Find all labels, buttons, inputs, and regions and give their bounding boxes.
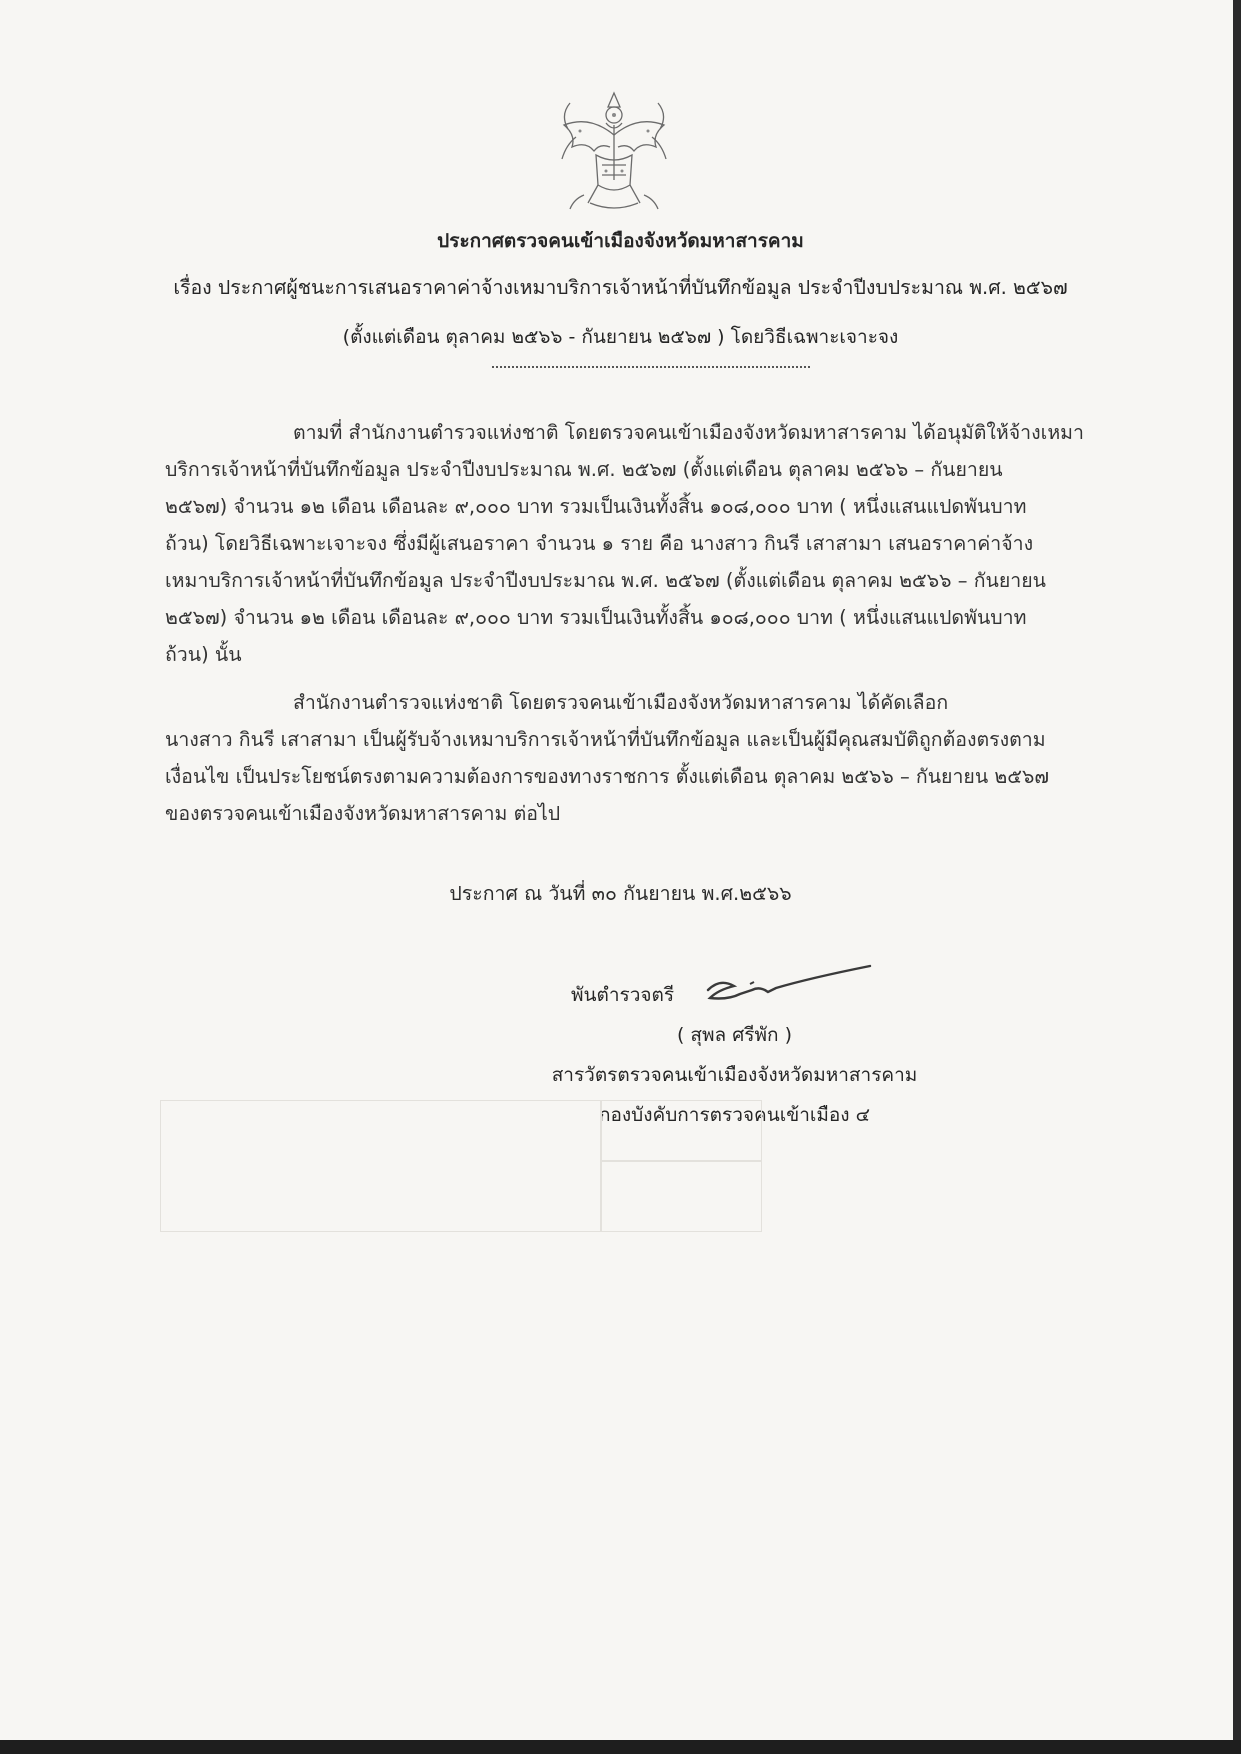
document-subject: เรื่อง ประกาศผู้ชนะการเสนอราคาค่าจ้างเหมาบริการเจ้าหน้าที่บันทึกข้อมูล ประจำปีงบประมาณ พ.ศ. ๒๕๖๗ [173, 276, 1068, 299]
paragraph-2-line: ของตรวจคนเข้าเมืองจังหวัดมหาสารคาม ต่อไป [165, 802, 561, 825]
garuda-emblem-icon [550, 85, 678, 217]
paragraph-1-line: เหมาบริการเจ้าหน้าที่บันทึกข้อมูล ประจำปีงบประมาณ พ.ศ. ๒๕๖๗ (ตั้งแต่เดือน ตุลาคม ๒๕๖๖ – กันยายน [165, 569, 1046, 592]
paragraph-2-line: นางสาว กินรี เสาสามา เป็นผู้รับจ้างเหมาบริการเจ้าหน้าที่บันทึกข้อมูล และเป็นผู้มีคุณสมบัติถูกต้องตรงตาม [165, 728, 1046, 751]
signatory-division: กองบังคับการตรวจคนเข้าเมือง ๔ [598, 1104, 870, 1126]
separator-dotted-line [492, 366, 810, 368]
paragraph-1-line: ถ้วน) นั้น [165, 643, 242, 666]
scan-edge-right [1233, 0, 1241, 1754]
paragraph-2-line: เงื่อนไข เป็นประโยชน์ตรงตามความต้องการของทางราชการ ตั้งแต่เดือน ตุลาคม ๒๕๖๖ – กันยายน ๒๕๖๗ [165, 765, 1050, 788]
scan-edge-bottom [0, 1740, 1241, 1754]
document-title: ประกาศตรวจคนเข้าเมืองจังหวัดมหาสารคาม [437, 230, 804, 252]
paragraph-1-line: บริการเจ้าหน้าที่บันทึกข้อมูล ประจำปีงบประมาณ พ.ศ. ๒๕๖๗ (ตั้งแต่เดือน ตุลาคม ๒๕๖๖ – กันยายน [165, 458, 1003, 481]
paragraph-1-line: ๒๕๖๗) จำนวน ๑๒ เดือน เดือนละ ๙,๐๐๐ บาท รวมเป็นเงินทั้งสิ้น ๑๐๘,๐๐๐ บาท ( หนึ่งแสนแปดพันบาท [165, 606, 1027, 629]
signatory-rank: พันตำรวจตรี [571, 984, 675, 1006]
document-subject-line2: (ตั้งแต่เดือน ตุลาคม ๒๕๖๖ - กันยายน ๒๕๖๗ ) โดยวิธีเฉพาะเจาะจง [342, 326, 899, 348]
signatory-name: ( สุพล ศรีพัก ) [676, 1024, 792, 1046]
show-through-box [600, 1100, 762, 1162]
paragraph-1-line: ตามที่ สำนักงานตำรวจแห่งชาติ โดยตรวจคนเข้าเมืองจังหวัดมหาสารคาม ได้อนุมัติให้จ้างเหมา [293, 421, 1084, 444]
signatory-position: สารวัตรตรวจคนเข้าเมืองจังหวัดมหาสารคาม [551, 1064, 918, 1086]
paragraph-1-line: ๒๕๖๗) จำนวน ๑๒ เดือน เดือนละ ๙,๐๐๐ บาท รวมเป็นเงินทั้งสิ้น ๑๐๘,๐๐๐ บาท ( หนึ่งแสนแปดพันบาท [165, 495, 1027, 518]
paragraph-2 [165, 684, 1115, 832]
announcement-date: ประกาศ ณ วันที่ ๓๐ กันยายน พ.ศ.๒๕๖๖ [449, 882, 792, 905]
paragraph-1-line: ถ้วน) โดยวิธีเฉพาะเจาะจง ซึ่งมีผู้เสนอราคา จำนวน ๑ ราย คือ นางสาว กินรี เสาสามา เสนอราคาค่าจ้าง [165, 532, 1034, 555]
paragraph-2-line: สำนักงานตำรวจแห่งชาติ โดยตรวจคนเข้าเมืองจังหวัดมหาสารคาม ได้คัดเลือก [293, 691, 949, 714]
show-through-box [160, 1100, 602, 1232]
paragraph-1 [165, 414, 1115, 673]
handwritten-signature-icon [680, 960, 880, 1020]
show-through-box [600, 1160, 762, 1232]
